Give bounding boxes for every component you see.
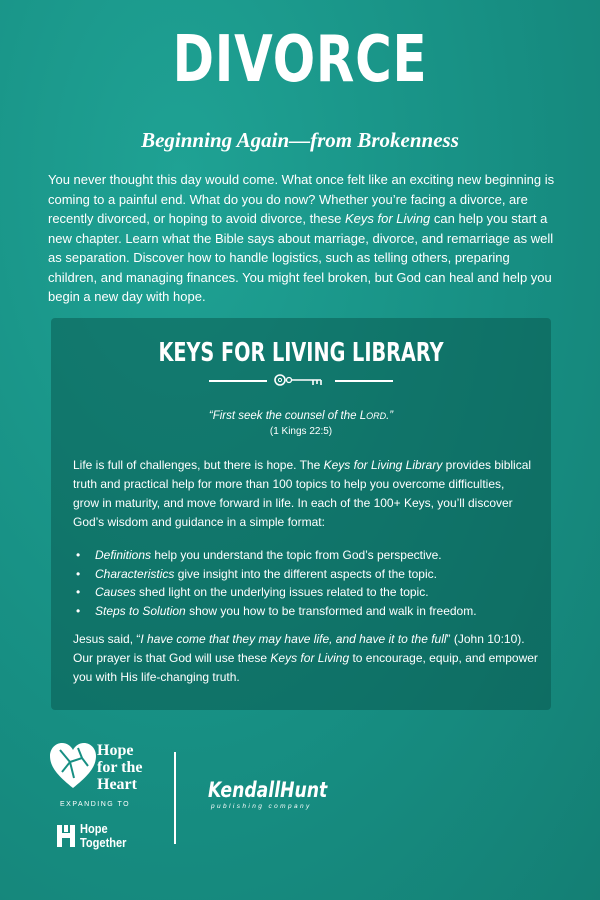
list-term: Characteristics: [95, 566, 175, 581]
publisher-tagline: publishing company: [211, 803, 312, 810]
wordmark-line: Heart: [97, 776, 137, 793]
kendall-hunt-logo: KendallHunt: [208, 778, 328, 802]
library-description: [73, 456, 533, 532]
bullet: •: [76, 548, 81, 562]
list-term: Steps to Solution: [95, 603, 186, 618]
description-text-2: provides biblical truth and practical help for more than 100 topics to help you overcome difficulties, grow in maturity, and move forward in life. In each of the 100+ Keys, you’ll discover God’s wisdom and guidance in a simple format:: [73, 458, 532, 529]
intro-text: You never thought this day would come. What once felt like an exciting new beginning is coming to a painful end. What do you do now? Whether you’re facing a divorce, are recently divorced, or hoping to avoid divorce, these: [48, 172, 555, 226]
footer-divider: [174, 752, 176, 844]
page-title: DIVORCE: [172, 23, 428, 97]
key-divider: [209, 372, 393, 388]
list-text: shed light on the underlying issues related to the topic.: [135, 585, 429, 599]
bullet: •: [76, 566, 81, 581]
expanding-label: EXPANDING TO: [60, 801, 131, 808]
wordmark-line: Together: [80, 835, 127, 850]
key-icon: [273, 372, 329, 388]
description-text: Life is full of challenges, but there is hope. The: [73, 458, 324, 472]
closing-text-2: ” (John 10:10). Our prayer is that God will use these: [73, 632, 525, 665]
list-item: [73, 583, 533, 602]
closing-text: Jesus said, “: [73, 632, 141, 646]
list-text: give insight into the different aspects of the topic.: [174, 566, 437, 581]
list-item: [73, 546, 533, 565]
intro-paragraph: [48, 170, 560, 307]
subtitle: Beginning Again—from Brokenness: [141, 128, 459, 152]
closing-text-3: to encourage, equip, and empower you with His life-changing truth.: [73, 651, 538, 684]
description-emphasis: Keys for Living Library: [323, 458, 443, 472]
intro-text-2: can help you start a new chapter. Learn what the Bible says about marriage, divorce, and remarriage as well as separation. Discover how to handle logistics, such as telling others, preparing children, and managing finances. You might feel broken, but God can heal and help you begin a new day with hope.: [48, 211, 554, 304]
hope-for-the-heart-wordmark: [97, 742, 167, 793]
hope-together-wordmark: [80, 822, 126, 850]
list-item: [73, 602, 533, 621]
list-term: Definitions: [95, 548, 152, 562]
list-text: show you how to be transformed and walk in freedom.: [185, 603, 477, 618]
wordmark-line: Hope: [80, 821, 108, 836]
wordmark-line: for the: [97, 759, 143, 776]
quote-text: “First seek the counsel of the L: [208, 410, 367, 422]
library-title: KEYS FOR LIVING LIBRARY: [158, 338, 444, 368]
wordmark-line: Hope: [97, 742, 134, 759]
heart-logo-icon: [48, 740, 98, 792]
bullet: •: [76, 585, 81, 599]
closing-emphasis: Keys for Living: [270, 651, 350, 665]
divider-line: [335, 380, 393, 382]
closing-quote: I have come that they may have life, and have it to the full: [140, 632, 447, 646]
bullet: •: [76, 603, 81, 618]
closing-paragraph: [73, 630, 543, 687]
list-text: help you understand the topic from God’s perspective.: [151, 548, 442, 562]
intro-emphasis: Keys for Living: [345, 211, 431, 226]
scripture-quote: [51, 410, 551, 422]
format-list: [73, 546, 533, 620]
quote-end: .”: [386, 410, 394, 422]
hope-together-icon: [56, 824, 76, 848]
quote-small-caps: ORD: [366, 411, 387, 421]
list-item: [73, 565, 533, 584]
library-panel: [51, 318, 551, 710]
scripture-reference: (1 Kings 22:5): [269, 426, 333, 437]
list-term: Causes: [95, 585, 136, 599]
divider-line: [209, 380, 267, 382]
